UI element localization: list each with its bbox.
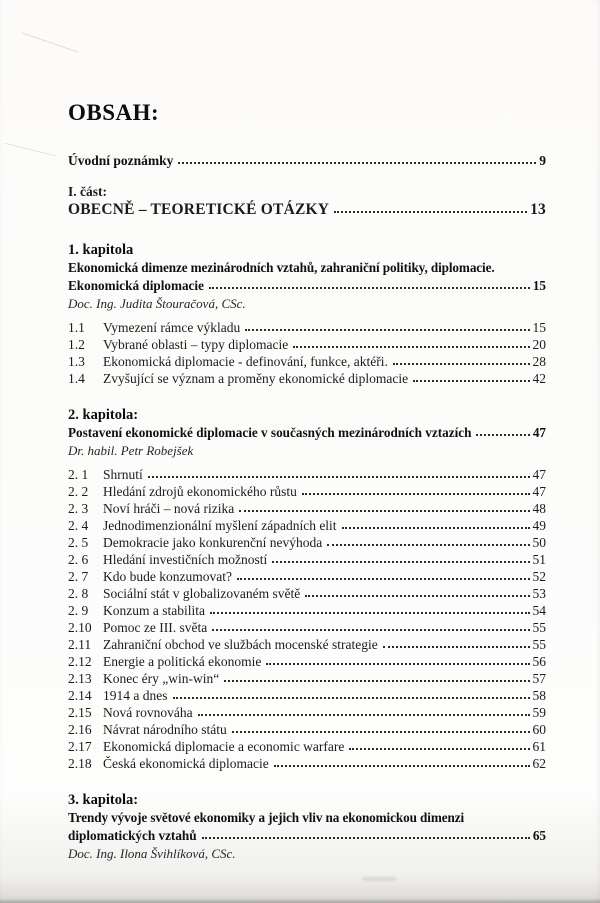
toc-entry-row: [68, 483, 546, 500]
toc-entry-row: [68, 500, 546, 517]
entry-page: 50: [532, 535, 546, 550]
entry-number: 2. 1: [68, 467, 89, 482]
dot-leader: [327, 544, 529, 546]
entry-title: Sociální stát v globalizovaném světě: [103, 586, 301, 601]
dot-leader: [237, 578, 530, 580]
chapter-page: 65: [532, 828, 546, 843]
toc-entry-row: [68, 738, 546, 755]
entry-page: 47: [532, 467, 546, 482]
entry-page: 56: [532, 654, 546, 669]
page-title: OBSAH:: [68, 100, 160, 125]
entry-title: Energie a politická ekonomie: [103, 654, 262, 669]
toc-entry-row: [68, 670, 546, 687]
entry-title: Demokracie jako konkurenční nevýhoda: [103, 535, 323, 550]
entry-number: 2. 5: [68, 535, 89, 550]
dot-leader: [305, 595, 529, 597]
toc-entry-row: [68, 534, 546, 551]
entry-number: 2.18: [68, 756, 92, 771]
entry-number: 2.13: [68, 671, 92, 686]
chapter-author: Doc. Ing. Ilona Švihlíková, CSc.: [68, 846, 236, 861]
chapter-heading: 3. kapitola:: [68, 792, 139, 808]
chapter-title: Ekonomická diplomacie: [68, 278, 204, 293]
chapter-section-3: [68, 791, 546, 863]
entry-title: Hledání investičních možností: [103, 552, 268, 567]
chapter-author: Dr. habil. Petr Robejšek: [68, 443, 194, 458]
entry-title: Shrnutí: [103, 467, 143, 482]
entry-page: 48: [532, 501, 546, 516]
entry-title: Vymezení rámce výkladu: [103, 320, 241, 335]
entry-page: 54: [532, 603, 546, 618]
chapter-section-2: [68, 406, 546, 772]
chapter-heading: 2. kapitola:: [68, 407, 139, 423]
entry-title: Konec éry „win-win“: [103, 671, 220, 686]
entry-number: 2. 8: [68, 586, 89, 601]
entry-title: Ekonomická diplomacie a economic warfare: [103, 739, 345, 754]
dot-leader: [476, 434, 529, 436]
chapter-title-leader-row: [68, 827, 546, 845]
chapter-page: 47: [532, 425, 546, 440]
entry-page: 62: [532, 756, 546, 771]
toc-entry-row: [68, 636, 546, 653]
page-bottom-edge-shadow: [0, 898, 600, 903]
dot-leader: [293, 346, 529, 348]
toc-entry-row: [68, 687, 546, 704]
toc-entry-row: [68, 370, 546, 387]
entry-page: 51: [532, 552, 546, 567]
chapter-entries: [68, 319, 546, 387]
dot-leader: [266, 663, 529, 665]
entry-page: 60: [532, 722, 546, 737]
dot-leader: [413, 380, 529, 382]
chapter-title-leader-row: [68, 424, 546, 442]
entry-page: 49: [532, 518, 546, 533]
entry-title: Vybrané oblasti – typy diplomacie: [103, 337, 289, 352]
dot-leader: [245, 329, 529, 331]
part-title: OBECNĚ – TEORETICKÉ OTÁZKY: [68, 201, 330, 218]
chapter-title-leader-row: [68, 277, 546, 295]
toc-entry-row: [68, 619, 546, 636]
toc-entry-row: [68, 551, 546, 568]
dot-leader: [334, 211, 527, 213]
entry-page: 61: [532, 739, 546, 754]
entry-title: Nová rovnováha: [103, 705, 193, 720]
dot-leader: [202, 837, 530, 839]
scan-artifact-smudge: [362, 877, 396, 881]
toc-entry-row: [68, 568, 546, 585]
entry-page: 59: [532, 705, 546, 720]
entry-title: Česká ekonomická diplomacie: [103, 756, 269, 771]
entry-number: 2.16: [68, 722, 92, 737]
entry-number: 2.12: [68, 654, 92, 669]
entry-number: 2. 3: [68, 501, 89, 516]
toc-entry-row: [68, 755, 546, 772]
entry-number: 2. 6: [68, 552, 89, 567]
dot-leader: [274, 765, 530, 767]
entry-page: 55: [532, 637, 546, 652]
toc-entry-row: [68, 466, 546, 483]
chapter-entries: [68, 466, 546, 772]
entry-number: 2.17: [68, 739, 92, 754]
dot-leader: [342, 527, 530, 529]
dot-leader: [148, 476, 530, 478]
toc-entry-row: [68, 517, 546, 534]
entry-number: 2.15: [68, 705, 92, 720]
toc-entry-row: [68, 704, 546, 721]
toc-entry-row: [68, 721, 546, 738]
entry-title: Zahraniční obchod ve službách mocenské strategie: [103, 637, 378, 652]
entry-number: 2.10: [68, 620, 92, 635]
chapter-section-1: [68, 241, 546, 387]
dot-leader: [198, 714, 530, 716]
entry-title: 1914 a dnes: [103, 688, 168, 703]
chapter-subtitle-line: Ekonomická dimenze mezinárodních vztahů, zahraniční politiky, diplomacie.: [68, 260, 495, 275]
entry-number: 2.14: [68, 688, 92, 703]
chapter-title: Postavení ekonomické diplomacie v současných mezinárodních vztazích: [68, 425, 472, 440]
toc-entry-row: [68, 602, 546, 619]
chapter-title: diplomatických vztahů: [68, 828, 197, 843]
dot-leader: [210, 612, 530, 614]
entry-number: 2. 7: [68, 569, 89, 584]
toc-entry-row: [68, 353, 546, 370]
chapter-author: Doc. Ing. Judita Štouračová, CSc.: [68, 296, 246, 311]
entry-title: Ekonomická diplomacie - definování, funkce, aktéři.: [103, 354, 388, 369]
entry-page: 47: [532, 484, 546, 499]
toc-entry-row: [68, 319, 546, 336]
dot-leader: [224, 680, 529, 682]
toc-entry-page: 9: [539, 153, 546, 168]
part-title-row: [68, 200, 546, 220]
part-label: I. část:: [68, 184, 107, 199]
entry-title: Hledání zdrojů ekonomického růstu: [103, 484, 297, 499]
toc-entry-title: Úvodní poznámky: [68, 153, 174, 168]
entry-page: 58: [532, 688, 546, 703]
entry-page: 55: [532, 620, 546, 635]
dot-leader: [383, 646, 530, 648]
chapter-page: 15: [532, 278, 546, 293]
entry-number: 2.11: [68, 637, 92, 652]
dot-leader: [272, 561, 529, 563]
toc-entry-row: [68, 585, 546, 602]
entry-page: 53: [532, 586, 546, 601]
entry-title: Noví hráči – nová rizika: [103, 501, 235, 516]
entry-number: 2. 2: [68, 484, 89, 499]
entry-title: Pomoc ze III. světa: [103, 620, 208, 635]
entry-page: 42: [532, 371, 546, 386]
dot-leader: [302, 493, 530, 495]
entry-title: Jednodimenzionální myšlení západních elit: [103, 518, 337, 533]
part-page: 13: [530, 201, 546, 218]
toc-entry-row: [68, 336, 546, 353]
entry-title: Návrat národního státu: [103, 722, 227, 737]
dot-leader: [393, 363, 530, 365]
entry-page: 57: [532, 671, 546, 686]
entry-number: 1.2: [68, 337, 85, 352]
toc-entry-intro: [68, 152, 546, 169]
entry-title: Kdo bude konzumovat?: [103, 569, 232, 584]
entry-title: Konzum a stabilita: [103, 603, 205, 618]
entry-number: 2. 4: [68, 518, 89, 533]
dot-leader: [239, 510, 529, 512]
dot-leader: [212, 629, 529, 631]
entry-number: 1.1: [68, 320, 85, 335]
dot-leader: [232, 731, 530, 733]
dot-leader: [209, 287, 530, 289]
entry-page: 52: [532, 569, 546, 584]
entry-number: 1.3: [68, 354, 85, 369]
chapter-subtitle-line: Trendy vývoje světové ekonomiky a jejich vliv na ekonomickou dimenzi: [68, 810, 465, 825]
toc-entry-row: [68, 653, 546, 670]
scan-artifact-scratch: [21, 32, 78, 52]
scan-artifact-scratch: [5, 143, 56, 157]
entry-number: 1.4: [68, 371, 85, 386]
dot-leader: [173, 697, 530, 699]
dot-leader: [349, 748, 529, 750]
entry-page: 28: [532, 354, 546, 369]
part-block: [68, 183, 546, 220]
entry-title: Zvyšující se význam a proměny ekonomické diplomacie: [103, 371, 409, 386]
entry-page: 15: [532, 320, 546, 335]
entry-number: 2. 9: [68, 603, 89, 618]
dot-leader: [178, 162, 536, 164]
entry-page: 20: [532, 337, 546, 352]
chapter-heading: 1. kapitola: [68, 242, 134, 258]
